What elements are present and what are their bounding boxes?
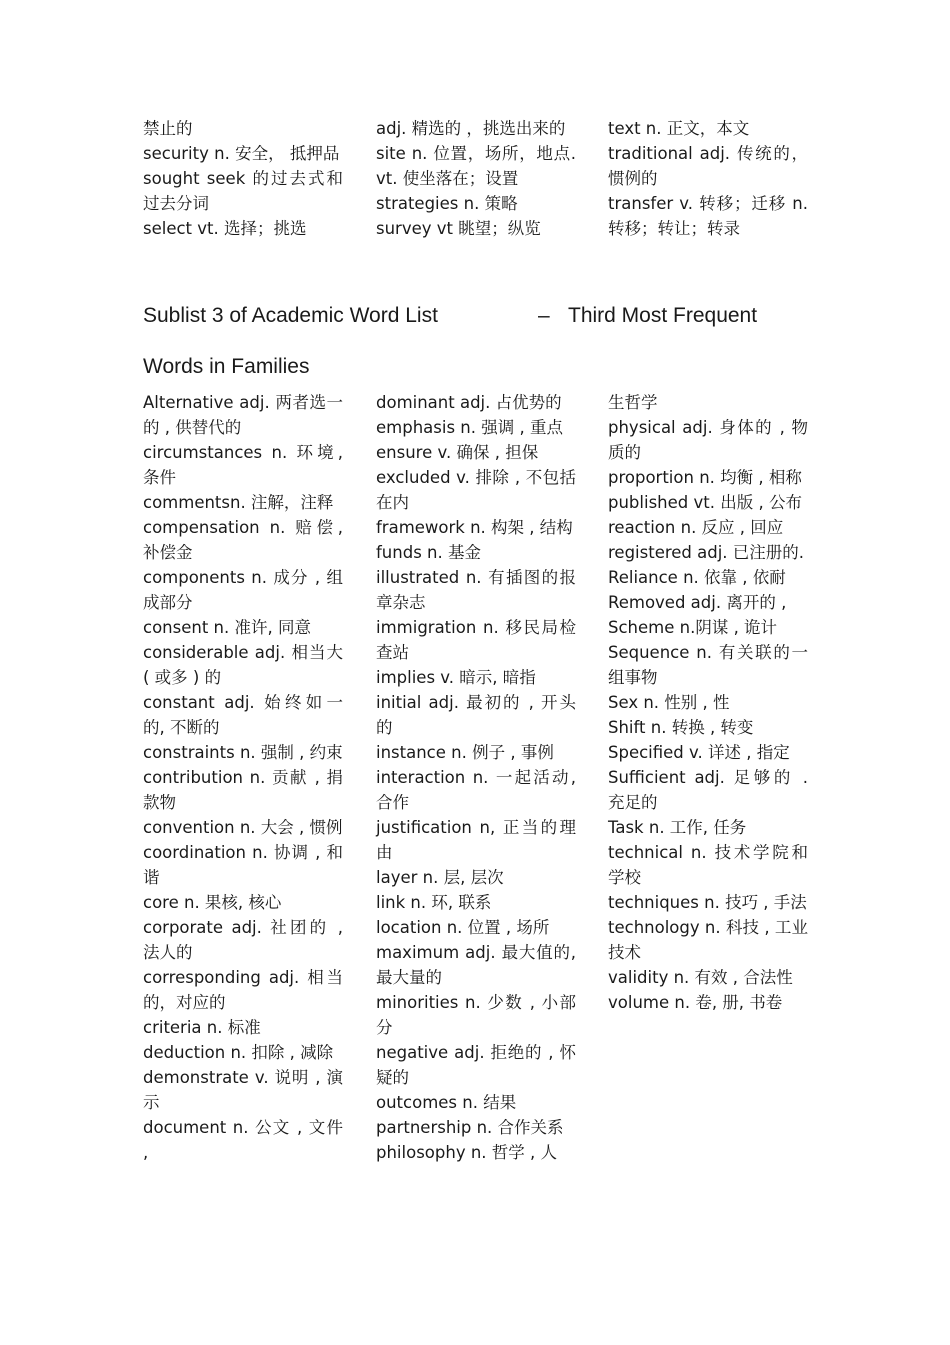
entry: outcomes n. 结果: [376, 1093, 517, 1112]
entry: circumstances n. 环境, 条件: [143, 443, 343, 487]
word-column-2: [376, 390, 576, 1165]
entry: Alternative adj. 两者选一的 , 供替代的: [143, 393, 343, 437]
entry: constraints n. 强制 , 约束: [143, 743, 343, 762]
entry: link n. 环, 联系: [376, 893, 492, 912]
entry: justification n, 正当的理由: [376, 818, 576, 862]
entry: technology n. 科技 , 工业技术: [608, 918, 808, 962]
entry: interaction n. 一起活动, 合作: [376, 768, 576, 812]
entry: strategies n. 策略: [376, 194, 518, 213]
entry: volume n. 卷, 册, 书卷: [608, 993, 783, 1012]
section-heading: [143, 302, 783, 330]
heading-dash: –: [538, 304, 550, 327]
entry: validity n. 有效 , 合法性: [608, 968, 793, 987]
entry: technical n. 技术学院和学校: [608, 843, 808, 887]
entry: immigration n. 移民局检查站: [376, 618, 576, 662]
entry: security n. 安全， 抵押品: [143, 144, 340, 163]
entry: physical adj. 身体的 , 物质的: [608, 418, 808, 462]
entry: compensation n. 赔偿, 补偿金: [143, 518, 343, 562]
entry: minorities n. 少数 , 小部分: [376, 993, 576, 1037]
entry: commentsn. 注解，注释: [143, 493, 334, 512]
entry: traditional adj. 传统的，惯例的: [608, 144, 808, 188]
top-column-1: [143, 116, 343, 241]
entry: sought seek 的过去式和过去分词: [143, 169, 343, 213]
entry: maximum adj. 最大值的, 最大量的: [376, 943, 576, 987]
entry: 生哲学: [608, 393, 658, 412]
entry: registered adj. 已注册的.: [608, 543, 805, 562]
heading-right: Third Most Frequent: [568, 304, 758, 327]
entry: Removed adj. 离开的 ,: [608, 593, 787, 612]
top-column-2: [376, 116, 576, 241]
entry: 禁止的: [143, 119, 193, 138]
entry: Reliance n. 依靠 , 依耐: [608, 568, 786, 587]
entry: Sequence n. 有关联的一组事物: [608, 643, 808, 687]
entry: Specified v. 详述 , 指定: [608, 743, 790, 762]
entry: survey vt 眺望；纵览: [376, 219, 541, 238]
entry: layer n. 层, 层次: [376, 868, 504, 887]
entry: initial adj. 最初的 , 开头的: [376, 693, 576, 737]
entry: proportion n. 均衡 , 相称: [608, 468, 802, 487]
entry: considerable adj. 相当大( 或多 ) 的: [143, 643, 343, 687]
entry: framework n. 构架 , 结构: [376, 518, 573, 537]
entry: Sufficient adj. 足够的 . 充足的: [608, 768, 808, 812]
heading-left: Sublist 3 of Academic Word List: [143, 304, 438, 327]
entry: coordination n. 协调 , 和谐: [143, 843, 343, 887]
entry: instance n. 例子 , 事例: [376, 743, 554, 762]
entry: ensure v. 确保 , 担保: [376, 443, 539, 462]
entry: negative adj. 拒绝的 , 怀疑的: [376, 1043, 576, 1087]
entry: site n. 位置，场所，地点.vt. 使坐落在；设置: [376, 144, 576, 188]
entry: adj. 精选的 ，挑选出来的: [376, 119, 566, 138]
entry: core n. 果核, 核心: [143, 893, 282, 912]
entry: corporate adj. 社团的 , 法人的: [143, 918, 343, 962]
entry: contribution n. 贡献 , 捐款物: [143, 768, 343, 812]
entry: corresponding adj. 相当的，对应的: [143, 968, 343, 1012]
entry: Task n. 工作, 任务: [608, 818, 747, 837]
entry: implies v. 暗示, 暗指: [376, 668, 536, 687]
entry: demonstrate v. 说明 , 演示: [143, 1068, 343, 1112]
word-column-3: [608, 390, 808, 1015]
entry: emphasis n. 强调 , 重点: [376, 418, 563, 437]
entry: location n. 位置 , 场所: [376, 918, 550, 937]
entry: document n. 公文 , 文件 ,: [143, 1118, 343, 1162]
entry: techniques n. 技巧 , 手法: [608, 893, 807, 912]
entry: constant adj. 始终如一的, 不断的: [143, 693, 343, 737]
entry: Scheme n.阴谋 , 诡计: [608, 618, 778, 637]
entry: partnership n. 合作关系: [376, 1118, 564, 1137]
entry: Sex n. 性别 , 性: [608, 693, 730, 712]
entry: text n. 正文，本文: [608, 119, 750, 138]
word-column-1: [143, 390, 343, 1165]
entry: consent n. 准许, 同意: [143, 618, 311, 637]
entry: published vt. 出版 , 公布: [608, 493, 802, 512]
section-heading-line-2: Words in Families: [143, 355, 310, 378]
entry: dominant adj. 占优势的: [376, 393, 562, 412]
entry: transfer v. 转移；迁移 n. 转移；转让；转录: [608, 194, 808, 238]
entry: reaction n. 反应 , 回应: [608, 518, 784, 537]
entry: philosophy n. 哲学 , 人: [376, 1143, 558, 1162]
entry: select vt. 选择；挑选: [143, 219, 307, 238]
entry: funds n. 基金: [376, 543, 481, 562]
entry: excluded v. 排除 , 不包括在内: [376, 468, 576, 512]
entry: criteria n. 标准: [143, 1018, 261, 1037]
entry: Shift n. 转换 , 转变: [608, 718, 754, 737]
entry: deduction n. 扣除 , 减除: [143, 1043, 334, 1062]
entry: illustrated n. 有插图的报章杂志: [376, 568, 576, 612]
entry: convention n. 大会 , 惯例: [143, 818, 343, 837]
top-column-3: [608, 116, 808, 241]
entry: components n. 成分 , 组成部分: [143, 568, 343, 612]
